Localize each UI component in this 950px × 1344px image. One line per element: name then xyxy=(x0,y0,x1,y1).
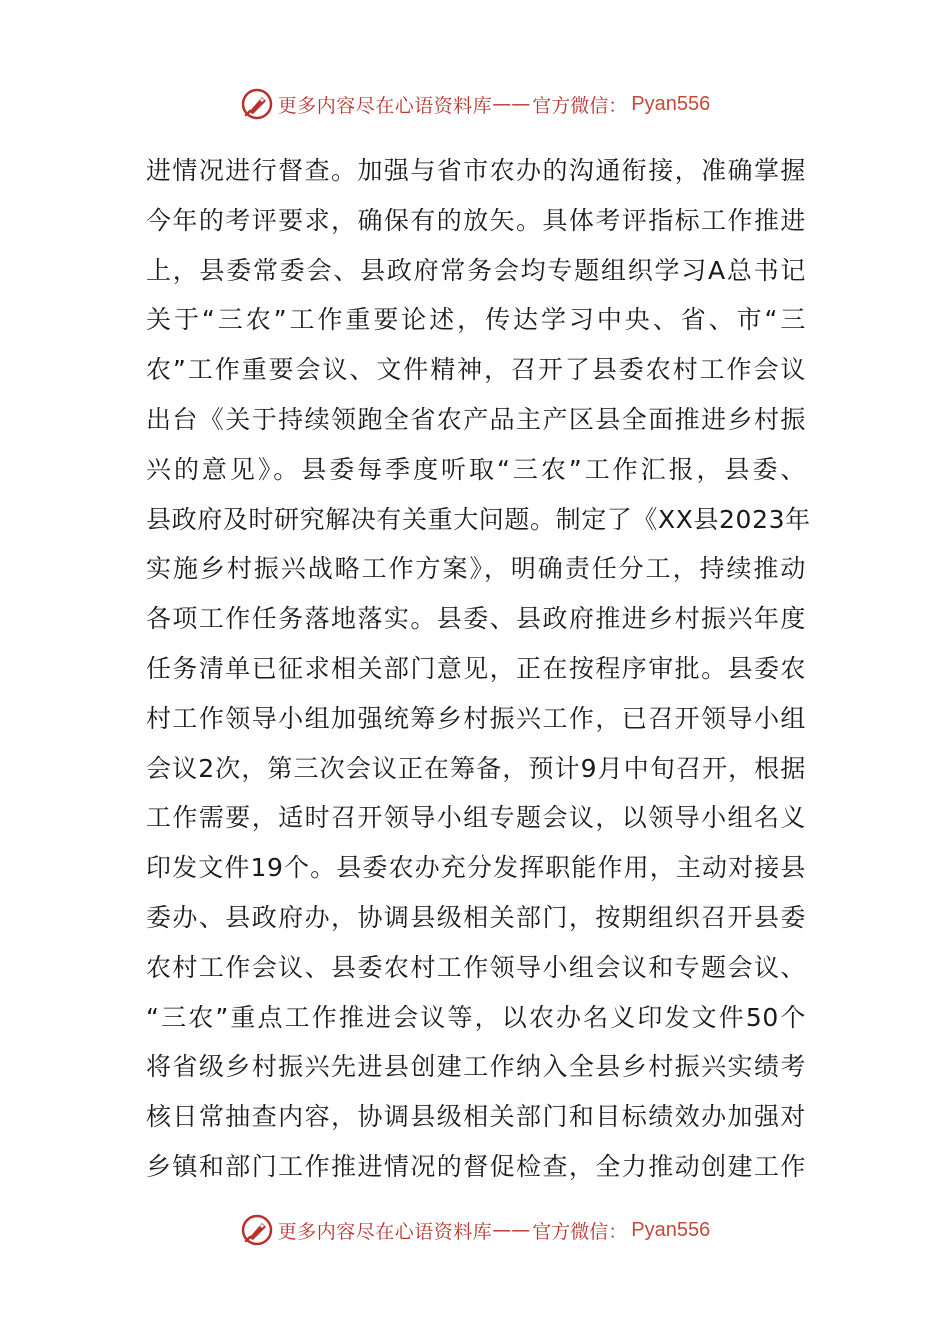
body-line: 会议2次，第三次会议正在筹备，预计9月中旬召开，根据 xyxy=(146,753,806,783)
body-line: 各项工作任务落地落实。县委、县政府推进乡村振兴年度 xyxy=(146,604,806,634)
banner-slogan: 更多内容尽在心语资料库 xyxy=(277,94,493,117)
body-line: 乡镇和部门工作推进情况的督促检查，全力推动创建工作 xyxy=(146,1151,806,1181)
banner-contact-id: Pyan556 xyxy=(631,1218,711,1241)
banner-slogan: 更多内容尽在心语资料库 xyxy=(277,1220,493,1243)
body-line: 县政府及时研究解决有关重大问题。制定了《XX县2023年 xyxy=(146,504,811,534)
body-line: 进情况进行督查。加强与省市农办的沟通衔接，准确掌握 xyxy=(146,156,806,185)
body-line: 出台《关于持续领跑全省农产品主产区县全面推进乡村振 xyxy=(146,404,806,434)
pen-nib-logo-icon xyxy=(240,1213,274,1247)
body-line: “三农”重点工作推进会议等，以农办名义印发文件50个 xyxy=(146,1002,806,1032)
body-line: 兴的意见》。县委每季度听取“三农”工作汇报，县委、 xyxy=(146,454,806,484)
pen-nib-logo-icon xyxy=(240,87,274,121)
banner-dash: —— xyxy=(492,93,531,115)
body-line: 任务清单已征求相关部门意见，正在按程序审批。县委农 xyxy=(146,653,806,683)
body-line: 关于“三农”工作重要论述，传达学习中央、省、市“三 xyxy=(146,305,806,335)
body-line: 农村工作会议、县委农村工作领导小组会议和专题会议、 xyxy=(146,952,806,982)
header-watermark-banner xyxy=(0,84,950,124)
body-line: 委办、县政府办，协调县级相关部门，按期组织召开县委 xyxy=(146,902,806,932)
banner-contact-id: Pyan556 xyxy=(631,92,711,115)
body-line: 实施乡村振兴战略工作方案》，明确责任分工，持续推动 xyxy=(146,554,806,584)
body-line: 今年的考评要求，确保有的放矢。具体考评指标工作推进 xyxy=(146,205,806,235)
body-line: 印发文件19个。县委农办充分发挥职能作用，主动对接县 xyxy=(146,853,806,883)
body-line: 工作需要，适时召开领导小组专题会议，以领导小组名义 xyxy=(146,803,806,833)
document-body xyxy=(146,146,811,1192)
body-line: 村工作领导小组加强统筹乡村振兴工作，已召开领导小组 xyxy=(146,703,806,733)
body-line: 上，县委常委会、县政府常务会均专题组织学习A总书记 xyxy=(146,255,806,285)
body-line: 核日常抽查内容，协调县级相关部门和目标绩效办加强对 xyxy=(146,1102,806,1132)
banner-contact-label: 官方微信： xyxy=(532,1220,628,1243)
body-line: 将省级乡村振兴先进县创建工作纳入全县乡村振兴实绩考 xyxy=(146,1052,806,1082)
banner-contact-label: 官方微信： xyxy=(532,94,628,117)
body-line: 农”工作重要会议、文件精神，召开了县委农村工作会议 xyxy=(146,355,806,385)
banner-dash: —— xyxy=(492,1219,531,1241)
footer-watermark-banner xyxy=(0,1210,950,1250)
